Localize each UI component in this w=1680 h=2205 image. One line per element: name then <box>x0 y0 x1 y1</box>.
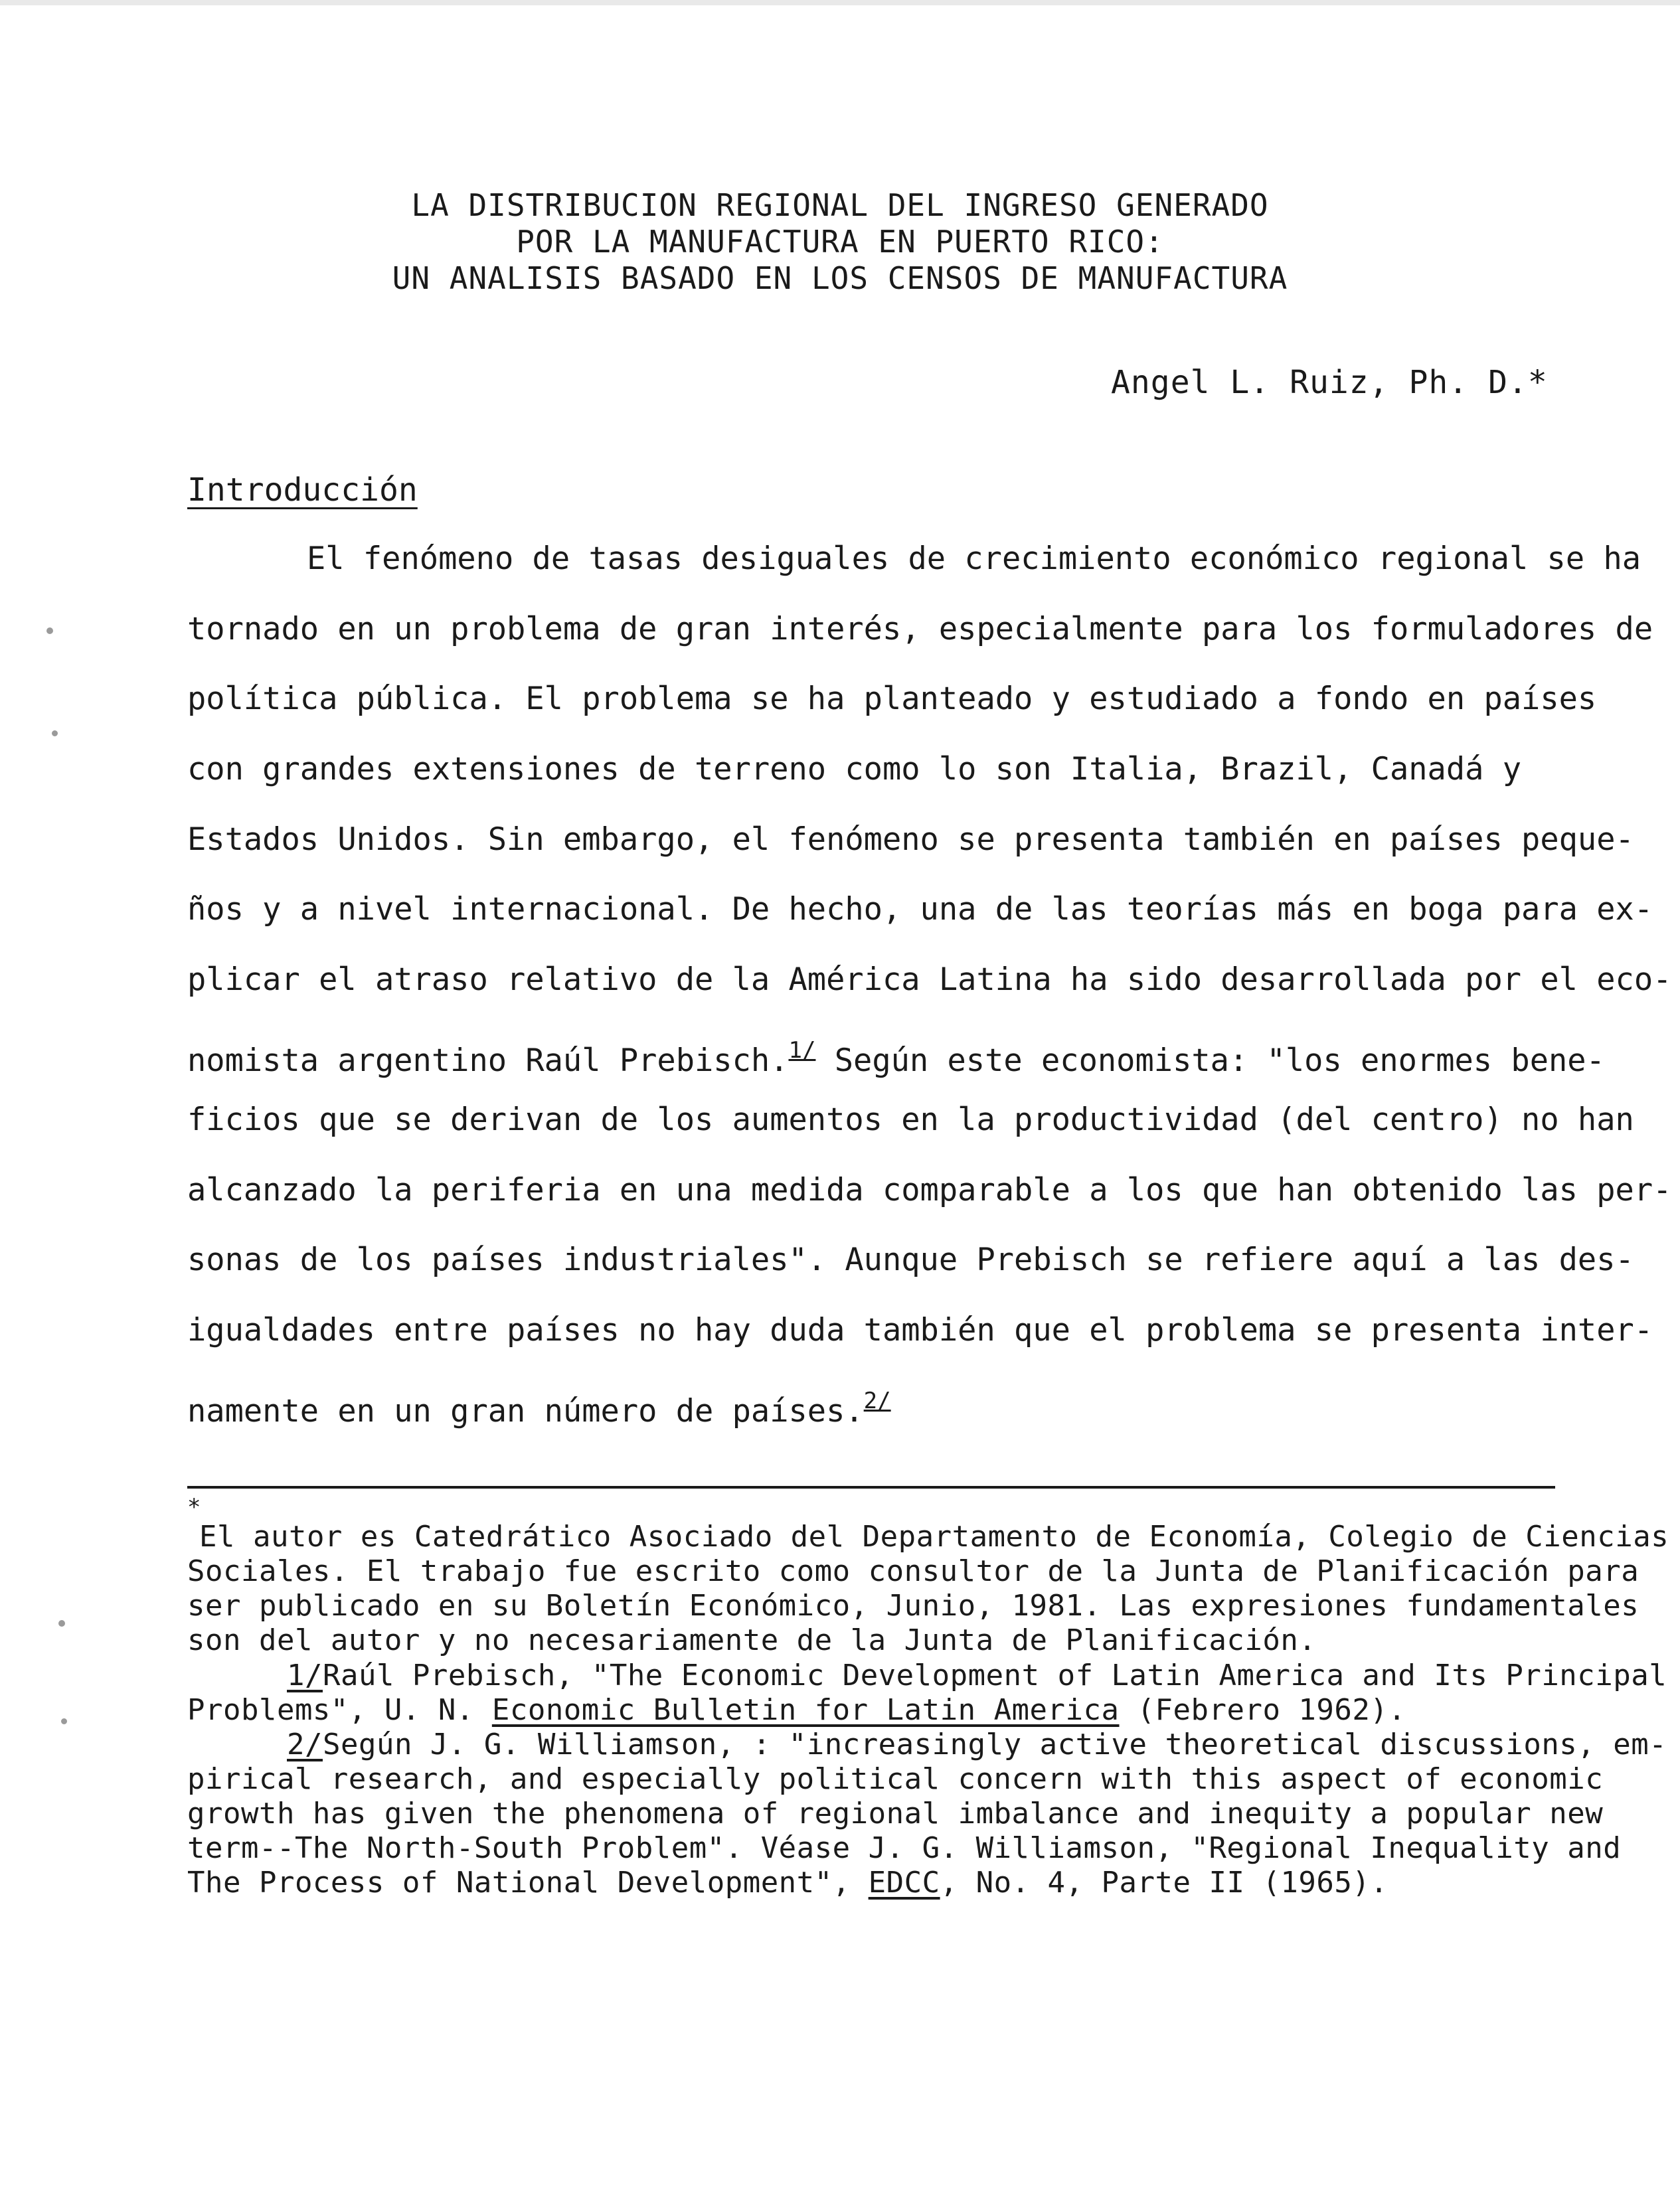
author-line: Angel L. Ruiz, Ph. D.* <box>1111 364 1548 401</box>
footnote-text: , No. 4, Parte II (1965). <box>940 1866 1388 1900</box>
footnote-line: growth has given the phenomena of regional imbalance and inequity a popular new <box>187 1797 1604 1831</box>
footnote-ref-1: 1/ <box>788 1037 816 1064</box>
footnote-line: ser publicado en su Boletín Económico, Junio, 1981. Las expresiones fundamentales <box>187 1589 1639 1623</box>
title-line-1: LA DISTRIBUCION REGIONAL DEL INGRESO GENERADO <box>411 187 1269 223</box>
body-line: sonas de los países industriales". Aunque Prebisch se refiere aquí a las des- <box>187 1242 1634 1278</box>
footnote-1 <box>287 1659 1667 1693</box>
body-line: política pública. El problema se ha planteado y estudiado a fondo en países <box>187 681 1597 717</box>
body-line: ficios que se derivan de los aumentos en la productividad (del centro) no han <box>187 1102 1634 1138</box>
journal-name: EDCC <box>868 1866 940 1900</box>
document-title <box>0 187 1680 297</box>
body-text: Según este economista: "los enormes bene- <box>815 1042 1605 1079</box>
footnote-text: Raúl Prebisch, "The Economic Development of Latin America and Its Principal <box>322 1659 1667 1692</box>
scan-speck <box>46 627 53 634</box>
footnote-line: Sociales. El trabajo fue escrito como consultor de la Junta de Planificación para <box>187 1554 1639 1588</box>
publication-title: Economic Bulletin for Latin America <box>491 1693 1120 1727</box>
footnote-2-mark: 2/ <box>287 1728 323 1761</box>
footnote-text: The Process of National Development", <box>187 1866 869 1900</box>
body-line: ños y a nivel internacional. De hecho, una de las teorías más en boga para ex- <box>187 891 1653 928</box>
title-line-2: POR LA MANUFACTURA EN PUERTO RICO: <box>516 224 1164 260</box>
footnote-ref-2: 2/ <box>863 1388 891 1414</box>
body-text: namente en un gran número de países. <box>187 1393 864 1429</box>
footnote-2-last <box>187 1866 1388 1900</box>
section-heading: Introducción <box>187 471 418 509</box>
footnote-1-cont <box>187 1693 1406 1728</box>
body-line: tornado en un problema de gran interés, especialmente para los formuladores de <box>187 611 1653 647</box>
footnote-star-mark: * <box>187 1494 201 1520</box>
scan-edge <box>0 0 1680 5</box>
scan-speck <box>52 730 58 736</box>
footnote-line: son del autor y no necesariamente de la Junta de Planificación. <box>187 1623 1317 1657</box>
footnote-text: (Febrero 1962). <box>1119 1693 1406 1727</box>
body-line: El fenómeno de tasas desiguales de crecimiento económico regional se ha <box>307 540 1641 577</box>
footnote-text: Según J. G. Williamson, : "increasingly active theoretical discussions, em- <box>322 1728 1667 1761</box>
title-line-3: UN ANALISIS BASADO EN LOS CENSOS DE MANUFACTURA <box>392 260 1288 296</box>
footnote-1-mark: 1/ <box>287 1659 323 1692</box>
body-line: Estados Unidos. Sin embargo, el fenómeno se presenta también en países peque- <box>187 821 1634 858</box>
scan-speck <box>58 1620 65 1627</box>
footnote-line: pirical research, and especially political concern with this aspect of economic <box>187 1762 1604 1796</box>
body-line: plicar el atraso relativo de la América Latina ha sido desarrollada por el eco- <box>187 961 1672 998</box>
footnote-line: El autor es Catedrático Asociado del Departamento de Economía, Colegio de Ciencias <box>199 1520 1669 1554</box>
body-line: igualdades entre países no hay duda también que el problema se presenta inter- <box>187 1312 1653 1348</box>
body-line: alcanzado la periferia en una medida comparable a los que han obtenido las per- <box>187 1172 1672 1208</box>
footnote-line: term--The North-South Problem". Véase J. G. Williamson, "Regional Inequality and <box>187 1831 1622 1865</box>
body-line: con grandes extensiones de terreno como lo son Italia, Brazil, Canadá y <box>187 751 1522 787</box>
body-line-with-footnote <box>187 1030 1605 1081</box>
footnote-2 <box>287 1728 1667 1762</box>
footnote-rule <box>187 1486 1555 1489</box>
scan-speck <box>61 1718 67 1724</box>
body-text: nomista argentino Raúl Prebisch. <box>187 1042 789 1079</box>
body-line-with-footnote <box>187 1381 891 1431</box>
footnote-text: Problems", U. N. <box>187 1693 492 1727</box>
